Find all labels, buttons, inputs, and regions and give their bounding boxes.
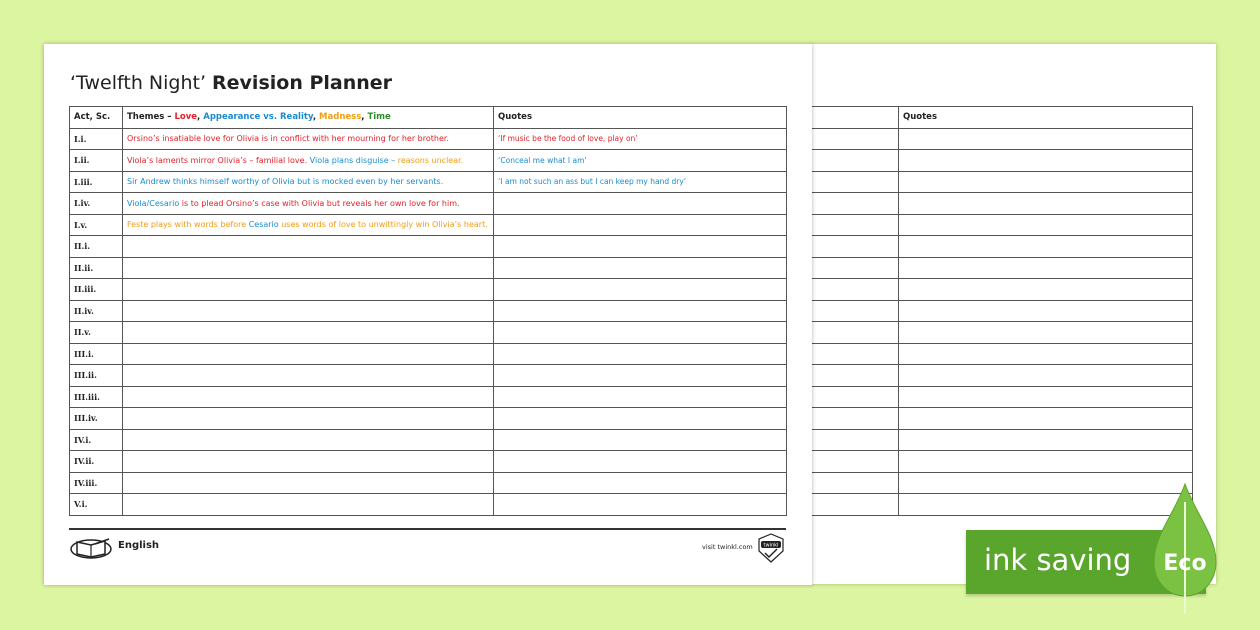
- back-notes-cell[interactable]: [811, 451, 899, 473]
- back-table-row: [811, 300, 1193, 322]
- back-sheet-table: [810, 106, 1193, 516]
- english-book-icon: [69, 536, 113, 560]
- back-table-row: [811, 150, 1193, 172]
- theme-madness-text: reasons unclear.: [397, 155, 464, 165]
- eco-badge-text: Eco: [1163, 551, 1207, 576]
- back-quote-cell[interactable]: [899, 386, 1193, 408]
- back-table-row: [811, 214, 1193, 236]
- back-table-row: [811, 386, 1193, 408]
- theme-love-label: Love: [174, 112, 198, 123]
- back-table-row: [811, 408, 1193, 430]
- back-quote-cell[interactable]: [899, 257, 1193, 279]
- back-quote-cell[interactable]: [899, 193, 1193, 215]
- back-notes-cell[interactable]: [811, 257, 899, 279]
- back-notes-cell[interactable]: [811, 193, 899, 215]
- theme-sep-3: ,: [361, 112, 368, 123]
- table-header-row: [70, 107, 787, 129]
- back-table-row: [811, 494, 1193, 516]
- footer-subject: English: [118, 540, 160, 551]
- back-quote-cell[interactable]: [899, 150, 1193, 172]
- theme-cell[interactable]: [123, 300, 494, 322]
- back-table-row: [811, 472, 1193, 494]
- theme-cell[interactable]: [123, 451, 494, 473]
- back-notes-cell[interactable]: [811, 279, 899, 301]
- table-row: [70, 236, 787, 258]
- theme-madness-text: uses words of love to unwittingly win Olivia’s heart.: [281, 220, 488, 230]
- back-quote-cell[interactable]: [899, 279, 1193, 301]
- back-notes-cell[interactable]: [811, 150, 899, 172]
- back-quote-cell[interactable]: [899, 300, 1193, 322]
- back-table-row: [811, 236, 1193, 258]
- theme-appearance-label: Appearance vs. Reality: [203, 112, 313, 123]
- table-row: [70, 322, 787, 344]
- themes-prefix: Themes –: [127, 112, 175, 123]
- back-table-row: [811, 343, 1193, 365]
- act-cell: I.iii.: [70, 171, 123, 193]
- theme-love-text: is to plead Orsino’s case with Olivia but reveals her own love for him.: [181, 198, 460, 208]
- table-row: [70, 128, 787, 150]
- theme-appearance-text: Cesario: [248, 220, 282, 230]
- quote-cell[interactable]: [494, 236, 787, 258]
- act-cell: II.iii.: [70, 279, 123, 301]
- quote-cell[interactable]: [494, 386, 787, 408]
- back-notes-cell[interactable]: [811, 322, 899, 344]
- back-notes-cell[interactable]: [811, 343, 899, 365]
- twinkl-quality-badge-icon: [756, 533, 786, 563]
- theme-love-text: Viola’s laments mirror Olivia’s – familial love.: [127, 155, 310, 165]
- table-row: [70, 494, 787, 516]
- badge-text: twinkl: [763, 542, 779, 549]
- back-table-row: [811, 128, 1193, 150]
- back-quote-cell[interactable]: [899, 429, 1193, 451]
- theme-cell[interactable]: [123, 193, 494, 215]
- theme-cell[interactable]: [123, 494, 494, 516]
- back-notes-cell[interactable]: [811, 408, 899, 430]
- act-cell: I.ii.: [70, 150, 123, 172]
- quote-cell[interactable]: [494, 451, 787, 473]
- table-row: [70, 472, 787, 494]
- theme-cell[interactable]: [123, 214, 494, 236]
- back-notes-cell[interactable]: [811, 171, 899, 193]
- table-row: [70, 171, 787, 193]
- quote-cell[interactable]: [494, 300, 787, 322]
- act-cell: III.ii.: [70, 365, 123, 387]
- back-notes-cell[interactable]: [811, 429, 899, 451]
- quote-cell[interactable]: [494, 343, 787, 365]
- act-cell: II.iv.: [70, 300, 123, 322]
- act-cell: I.i.: [70, 128, 123, 150]
- act-cell: II.v.: [70, 322, 123, 344]
- back-quote-cell[interactable]: [899, 494, 1193, 516]
- act-scene-header: Act, Sc.: [70, 107, 123, 129]
- back-table-row: [811, 279, 1193, 301]
- back-notes-cell[interactable]: [811, 300, 899, 322]
- revision-planner-sheet: [44, 44, 812, 585]
- table-row: [70, 408, 787, 430]
- back-notes-cell[interactable]: [811, 365, 899, 387]
- back-notes-cell[interactable]: [811, 236, 899, 258]
- theme-appearance-text: Viola/Cesario: [127, 198, 182, 208]
- back-notes-cell[interactable]: [811, 386, 899, 408]
- theme-cell[interactable]: [123, 429, 494, 451]
- page-title: [70, 72, 392, 94]
- quote-cell[interactable]: [494, 279, 787, 301]
- back-quote-cell[interactable]: [899, 451, 1193, 473]
- back-quote-cell[interactable]: [899, 343, 1193, 365]
- back-table-row: [811, 322, 1193, 344]
- table-row: [70, 429, 787, 451]
- back-notes-cell[interactable]: [811, 128, 899, 150]
- theme-cell[interactable]: [123, 279, 494, 301]
- theme-cell[interactable]: [123, 408, 494, 430]
- quote-cell[interactable]: [494, 365, 787, 387]
- back-quotes-header: Quotes: [899, 107, 1193, 129]
- back-table-row: [811, 365, 1193, 387]
- act-cell: II.i.: [70, 236, 123, 258]
- table-row: [70, 451, 787, 473]
- table-row: [70, 300, 787, 322]
- back-quote-cell[interactable]: [899, 128, 1193, 150]
- back-quote-cell[interactable]: [899, 214, 1193, 236]
- act-cell: I.iv.: [70, 193, 123, 215]
- planner-table: [69, 106, 787, 516]
- quote-cell[interactable]: [494, 494, 787, 516]
- act-cell: III.iv.: [70, 408, 123, 430]
- table-row: [70, 343, 787, 365]
- footer-url[interactable]: visit twinkl.com: [702, 543, 753, 551]
- back-quote-cell[interactable]: [899, 408, 1193, 430]
- back-table-row: [811, 257, 1193, 279]
- act-cell: IV.iii.: [70, 472, 123, 494]
- act-cell: II.ii.: [70, 257, 123, 279]
- back-table-row: [811, 193, 1193, 215]
- footer-divider: [69, 528, 786, 530]
- table-row: [70, 386, 787, 408]
- table-row: [70, 214, 787, 236]
- quote-cell[interactable]: [494, 193, 787, 215]
- theme-madness-label: Madness: [319, 112, 362, 123]
- theme-cell[interactable]: [123, 472, 494, 494]
- quotes-header: Quotes: [494, 107, 787, 129]
- quote-cell[interactable]: ‘If music be the food of love, play on’: [494, 128, 787, 150]
- back-quote-cell[interactable]: [899, 236, 1193, 258]
- theme-cell[interactable]: [123, 365, 494, 387]
- theme-madness-text: Feste plays with words before: [127, 220, 249, 230]
- back-quote-cell[interactable]: [899, 472, 1193, 494]
- quote-cell[interactable]: [494, 322, 787, 344]
- eco-leaf-icon: [1150, 482, 1220, 622]
- theme-cell[interactable]: [123, 257, 494, 279]
- act-cell: IV.i.: [70, 429, 123, 451]
- act-cell: V.i.: [70, 494, 123, 516]
- back-notes-cell[interactable]: [811, 472, 899, 494]
- table-row: [70, 279, 787, 301]
- theme-cell[interactable]: Orsino’s insatiable love for Olivia is in conflict with her mourning for her brother.: [123, 128, 494, 150]
- back-table-row: [811, 429, 1193, 451]
- quote-cell[interactable]: [494, 257, 787, 279]
- quote-cell[interactable]: [494, 472, 787, 494]
- theme-cell[interactable]: [123, 150, 494, 172]
- table-row: [70, 150, 787, 172]
- act-cell: IV.ii.: [70, 451, 123, 473]
- quote-cell[interactable]: [494, 214, 787, 236]
- back-table-row: [811, 171, 1193, 193]
- theme-appearance-text: Viola plans disguise –: [309, 155, 398, 165]
- quote-cell[interactable]: [494, 408, 787, 430]
- act-cell: I.v.: [70, 214, 123, 236]
- act-cell: III.iii.: [70, 386, 123, 408]
- back-quote-cell[interactable]: [899, 322, 1193, 344]
- theme-cell[interactable]: [123, 236, 494, 258]
- quote-cell[interactable]: ‘I am not such an ass but I can keep my hand dry’: [494, 171, 787, 193]
- themes-header: [123, 107, 494, 129]
- act-cell: III.i.: [70, 343, 123, 365]
- theme-cell[interactable]: [123, 386, 494, 408]
- back-notes-cell[interactable]: [811, 494, 899, 516]
- ink-saving-label: ink saving: [984, 543, 1132, 577]
- back-notes-cell[interactable]: [811, 214, 899, 236]
- theme-time-label: Time: [367, 112, 391, 123]
- theme-sep-1: ,: [197, 112, 204, 123]
- quote-cell[interactable]: ‘Conceal me what I am’: [494, 150, 787, 172]
- quote-cell[interactable]: [494, 429, 787, 451]
- back-blank-header: [811, 107, 899, 129]
- table-row: [70, 193, 787, 215]
- theme-cell[interactable]: Sir Andrew thinks himself worthy of Olivia but is mocked even by her servants.: [123, 171, 494, 193]
- back-quote-cell[interactable]: [899, 171, 1193, 193]
- title-planner: Revision Planner: [212, 72, 393, 94]
- table-row: [70, 365, 787, 387]
- back-quote-cell[interactable]: [899, 365, 1193, 387]
- theme-cell[interactable]: [123, 343, 494, 365]
- theme-cell[interactable]: [123, 322, 494, 344]
- theme-sep-2: ,: [312, 112, 320, 123]
- table-row: [70, 257, 787, 279]
- title-play-name: ‘Twelfth Night’: [70, 72, 206, 94]
- back-table-row: [811, 451, 1193, 473]
